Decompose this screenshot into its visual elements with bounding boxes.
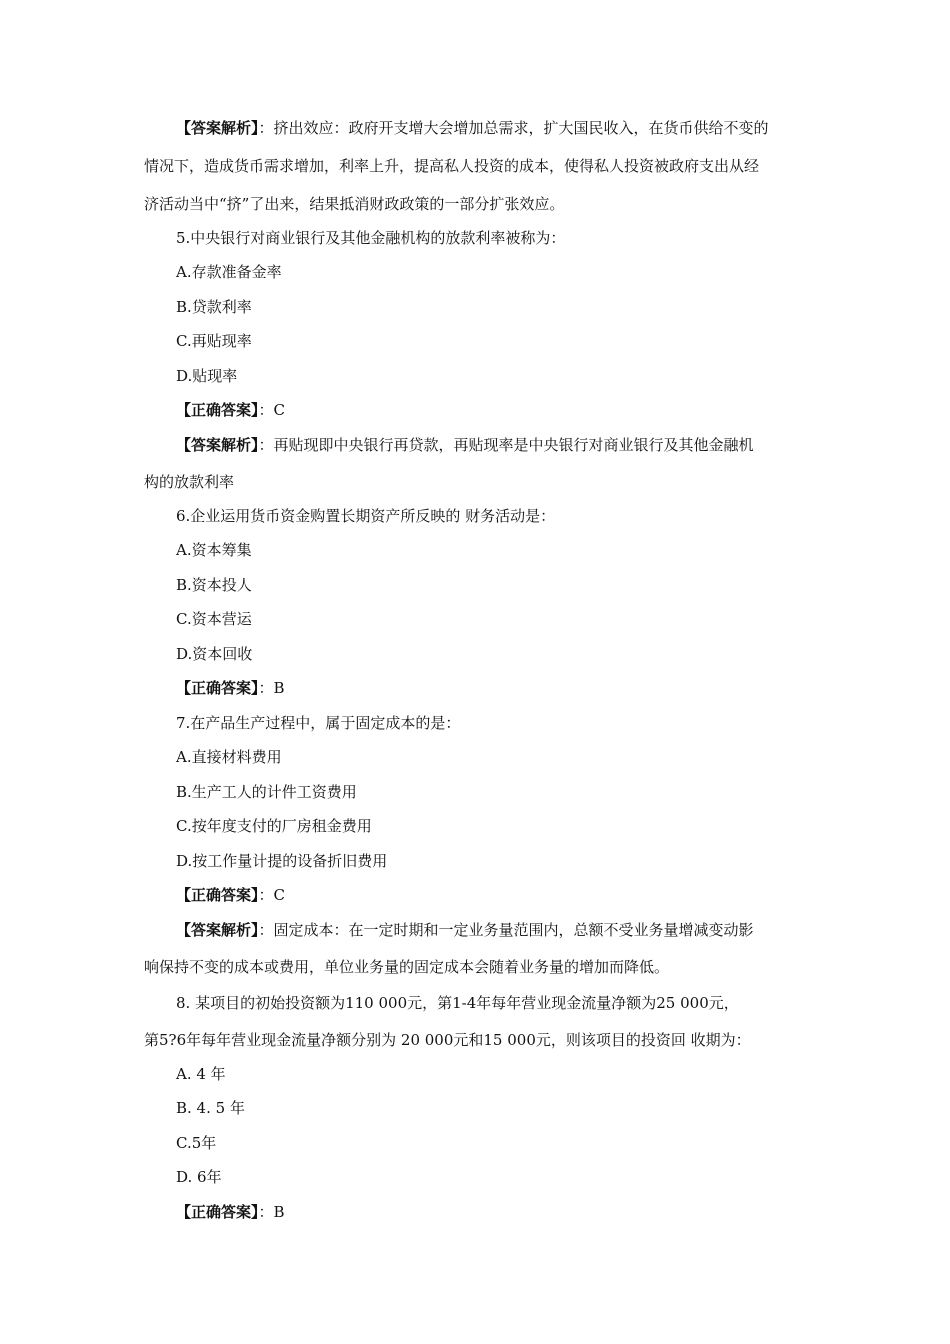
q8-option-c: C.5年 (176, 1134, 217, 1152)
q5-option-a: A.存款准备金率 (176, 263, 282, 281)
q7-option-b: B.生产工人的计件工资费用 (176, 783, 357, 801)
q7-explanation-line: 响保持不变的成本或费用，单位业务量的固定成本会随着业务量的增加而降低。 (144, 958, 670, 976)
q8-question-line: 8. 某项目的初始投资额为110 000元，第1-4年每年营业现金流量净额为25 000元， (176, 994, 739, 1012)
q8-option-a: A. 4 年 (176, 1065, 226, 1083)
answer-label: 【正确答案】 (176, 1203, 259, 1221)
q6-option-b: B.资本投人 (176, 576, 252, 594)
explanation-text: ：再贴现即中央银行再贷款，再贴现率是中央银行对商业银行及其他金融机 (258, 436, 754, 454)
q6-option-a: A.资本筹集 (176, 541, 252, 559)
q7-option-d: D.按工作量计提的设备折旧费用 (176, 852, 388, 870)
q8-answer (176, 1202, 285, 1222)
q7-explanation-line (176, 920, 754, 940)
q4-explanation-line (176, 118, 769, 138)
q6-option-c: C.资本营运 (176, 610, 252, 628)
q5-option-d: D.贴现率 (176, 367, 238, 385)
explanation-label: 【答案解析】 (176, 921, 259, 939)
answer-value: ：B (258, 1203, 285, 1221)
q6-option-d: D.资本回收 (176, 645, 253, 663)
q8-question-line: 第5?6年每年营业现金流量净额分别为 20 000元和15 000元，则该项目的投资回 收期为： (144, 1031, 751, 1049)
q4-explanation-line: 济活动当中“挤”了出来，结果抵消财政政策的一部分扩张效应。 (144, 195, 565, 213)
q5-option-c: C.再贴现率 (176, 332, 252, 350)
answer-value: ：C (258, 401, 285, 419)
q5-answer (176, 400, 285, 420)
q6-question: 6.企业运用货币资金购置长期资产所反映的 财务活动是： (176, 507, 556, 525)
answer-value: ：B (258, 679, 285, 697)
q7-question: 7.在产品生产过程中，属于固定成本的是： (176, 714, 461, 732)
q5-option-b: B.贷款利率 (176, 298, 252, 316)
q4-explanation-line: 情况下，造成货币需求增加，利率上升，提高私人投资的成本，使得私人投资被政府支出从经 (144, 157, 760, 175)
q7-option-a: A.直接材料费用 (176, 748, 282, 766)
q5-question: 5.中央银行对商业银行及其他金融机构的放款利率被称为： (176, 229, 566, 247)
answer-value: ：C (258, 886, 285, 904)
q7-option-c: C.按年度支付的厂房租金费用 (176, 817, 372, 835)
q6-answer (176, 678, 285, 698)
answer-label: 【正确答案】 (176, 401, 259, 419)
q5-explanation-line (176, 435, 754, 455)
explanation-text: ：固定成本：在一定时期和一定业务量范围内，总额不受业务量增减变动影 (258, 921, 754, 939)
explanation-label: 【答案解析】 (176, 436, 259, 454)
answer-label: 【正确答案】 (176, 886, 259, 904)
q8-option-d: D. 6年 (176, 1168, 222, 1186)
answer-label: 【正确答案】 (176, 679, 259, 697)
q7-answer (176, 885, 285, 905)
explanation-text: ：挤出效应：政府开支增大会增加总需求，扩大国民收入，在货币供给不变的 (258, 119, 769, 137)
q8-option-b: B. 4. 5 年 (176, 1099, 245, 1117)
explanation-label: 【答案解析】 (176, 119, 259, 137)
q5-explanation-line: 构的放款利率 (144, 473, 235, 491)
